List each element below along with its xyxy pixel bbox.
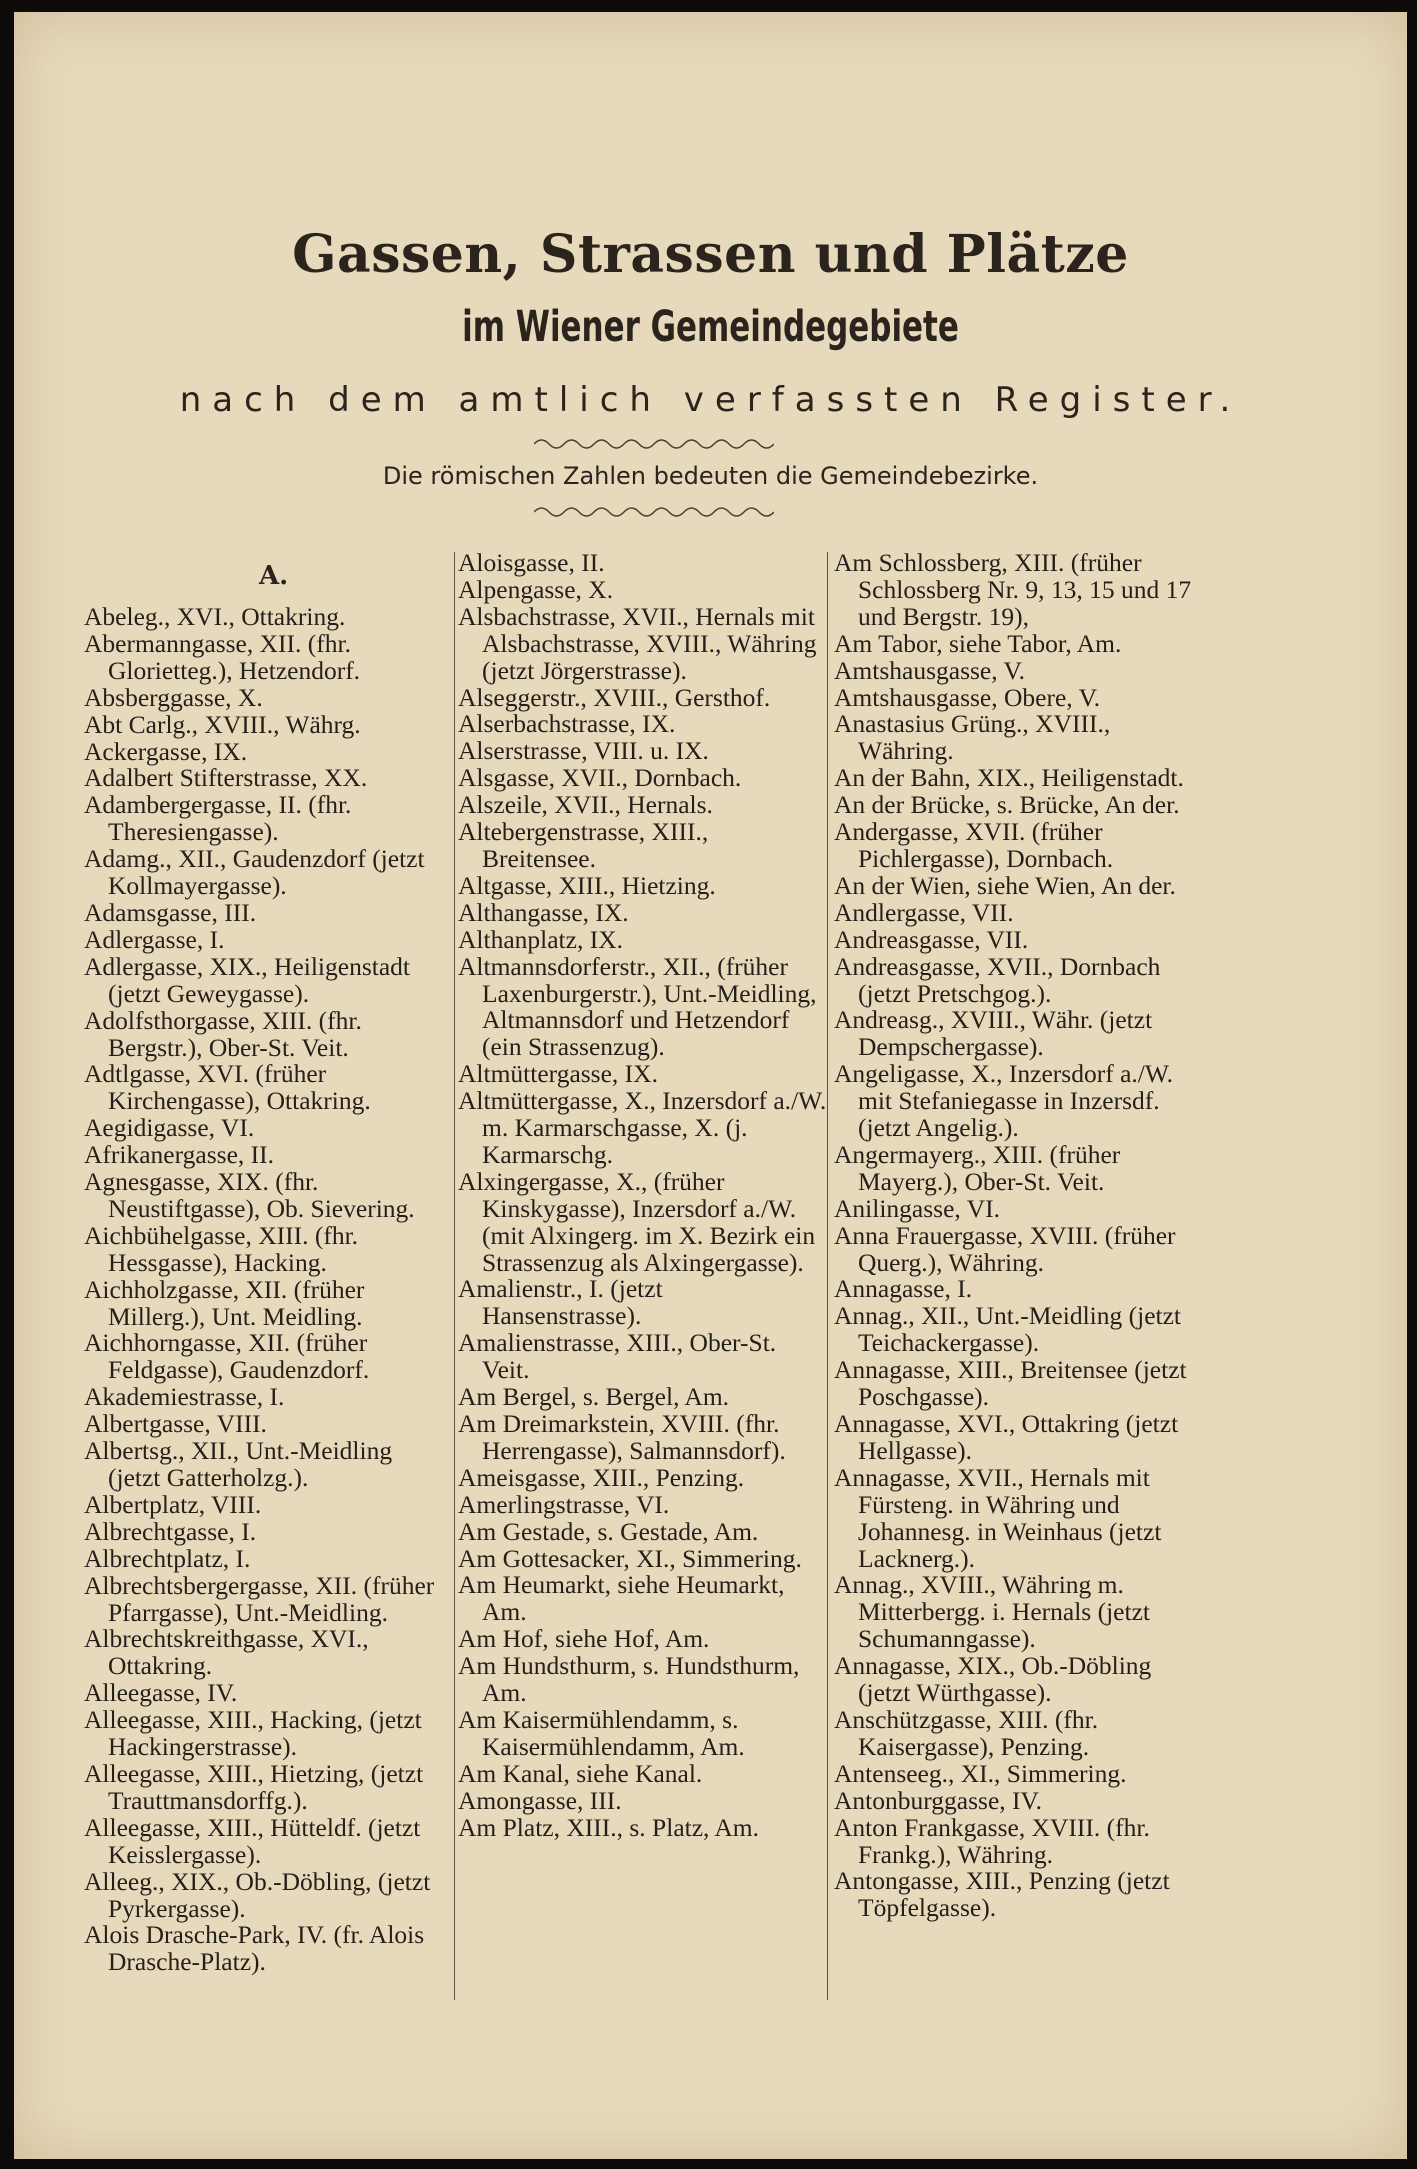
street-entry: Amalienstr., I. (jetzt Hansenstrasse). xyxy=(458,1274,663,1331)
street-entry: Adolfsthorgasse, XIII. (fhr. Bergstr.), Ober-St. Veit. xyxy=(84,1005,362,1062)
street-entry: Antongasse, XIII., Penzing (jetzt Töpfelgasse). xyxy=(834,1866,1170,1923)
street-entry: Alsgasse, XVII., Dornbach. xyxy=(458,763,742,793)
street-entry: Am Kanal, siehe Kanal. xyxy=(458,1758,703,1788)
street-column-3 xyxy=(834,550,1206,1922)
street-entry: Amongasse, III. xyxy=(458,1785,622,1815)
street-entry: Aichholzgasse, XII. (früher Millerg.), Unt. Meidling. xyxy=(84,1274,365,1331)
street-entry: Alleegasse, XIII., Hietzing, (jetzt Trauttmansdorffg.). xyxy=(84,1758,424,1815)
street-entry: Albertplatz, VIII. xyxy=(84,1489,262,1519)
legend-note: Die römischen Zahlen bedeuten die Gemeindebezirke. xyxy=(382,462,1039,490)
street-entry: Altmüttergasse, X., Inzersdorf a./W. m. Karmarschgasse, X. (j. Karmarschg. xyxy=(458,1086,827,1169)
street-entry: Andreasgasse, VII. xyxy=(834,924,1029,954)
street-entry: Afrikanergasse, II. xyxy=(84,1140,274,1170)
street-entry: Am Dreimarkstein, XVIII. (fhr. Herrengasse), Salmannsdorf). xyxy=(458,1409,786,1465)
street-entry: Abeleg., XVI., Ottakring. xyxy=(84,602,346,631)
street-entry: Alszeile, XVII., Hernals. xyxy=(458,790,713,820)
street-entry: Am Gestade, s. Gestade, Am. xyxy=(458,1516,759,1546)
street-entry: An der Wien, siehe Wien, An der. xyxy=(834,870,1176,900)
street-entry: Absberggasse, X. xyxy=(84,682,263,712)
street-entry: An der Bahn, XIX., Heiligenstadt. xyxy=(834,763,1184,793)
street-entry: Alserstrasse, VIII. u. IX. xyxy=(458,736,709,766)
street-entry: Anschützgasse, XIII. (fhr. Kaisergasse), Penzing. xyxy=(834,1704,1099,1761)
street-entry: Antenseeg., XI., Simmering. xyxy=(834,1758,1127,1788)
street-entry: Aloisgasse, II. xyxy=(458,548,605,577)
street-column-2 xyxy=(458,550,828,1842)
street-entry: Altebergenstrasse, XIII., Breitensee. xyxy=(458,817,709,873)
street-entry: Altmüttergasse, IX. xyxy=(458,1059,658,1089)
street-entry: Altmannsdorferstr., XII., (früher Laxenburgerstr.), Unt.-Meidling, Altmannsdorf und Hetzendorf (ein Strassenzug). xyxy=(458,951,817,1062)
street-entry: Altgasse, XIII., Hietzing. xyxy=(458,870,716,900)
street-entry: Alleegasse, XIII., Hacking, (jetzt Hackingerstrasse). xyxy=(84,1705,422,1762)
street-entry: Albrechtsbergergasse, XII. (früher Pfarrgasse), Unt.-Meidling. xyxy=(84,1570,435,1627)
street-entry: Ameisgasse, XIII., Penzing. xyxy=(458,1462,745,1492)
street-entry: Am Hundsthurm, s. Hundsthurm, Am. xyxy=(458,1651,800,1708)
street-entry: Althanplatz, IX. xyxy=(458,924,623,954)
street-entry: Amtshausgasse, V. xyxy=(834,655,1026,685)
street-entry: Am Tabor, siehe Tabor, Am. xyxy=(834,628,1122,658)
street-entry: Annag., XVIII., Währing m. Mitterbergg. i. Hernals (jetzt Schumanngasse). xyxy=(834,1570,1150,1654)
street-entry: Alxingergasse, X., (früher Kinskygasse), Inzersdorf a./W. (mit Alxingerg. im X. Bezirk ein Strassenzug als Alxingergasse). xyxy=(458,1166,816,1277)
street-entry: Adamsgasse, III. xyxy=(84,897,257,927)
street-entry: Akademiestrasse, I. xyxy=(84,1382,285,1412)
street-entry: Albrechtgasse, I. xyxy=(84,1516,257,1546)
street-column-1 xyxy=(84,604,450,1976)
street-entry: Alleeg., XIX., Ob.-Döbling, (jetzt Pyrkergasse). xyxy=(84,1866,431,1923)
street-entry: Andlergasse, VII. xyxy=(834,897,1014,927)
column-divider xyxy=(454,552,455,2000)
street-entry: Am Schlossberg, XIII. (früher Schlossberg Nr. 9, 13, 15 und 17 und Bergstr. 19), xyxy=(834,548,1192,631)
page-subtitle: im Wiener Gemeindegebiete xyxy=(462,302,959,352)
street-entry: An der Brücke, s. Brücke, An der. xyxy=(834,790,1180,820)
street-entry: Annagasse, XIX., Ob.-Döbling (jetzt Würthgasse). xyxy=(834,1651,1152,1708)
street-entry: Agnesgasse, XIX. (fhr. Neustiftgasse), Ob. Sievering. xyxy=(84,1167,415,1223)
street-entry: Alleegasse, XIII., Hütteldf. (jetzt Keisslergasse). xyxy=(84,1812,421,1869)
page-title: Gassen, Strassen und Plätze xyxy=(292,224,1129,285)
street-entry: Andreasg., XVIII., Währ. (jetzt Dempschergasse). xyxy=(834,1005,1153,1062)
street-entry: Alseggerstr., XVIII., Gersthof. xyxy=(458,682,771,712)
street-entry: Alpengasse, X. xyxy=(458,574,614,604)
street-entry: Alleegasse, IV. xyxy=(84,1678,238,1708)
street-entry: Alsbachstrasse, XVII., Hernals mit Alsbachstrasse, XVIII., Währing (jetzt Jörgerstrasse). xyxy=(458,601,817,685)
street-entry: Anilingasse, VI. xyxy=(834,1193,1000,1223)
street-entry: Ackergasse, IX. xyxy=(84,736,248,766)
street-entry: Adambergergasse, II. (fhr. Theresiengasse). xyxy=(84,790,352,847)
street-entry: Annagasse, XVII., Hernals mit Fürsteng. in Währing und Johannesg. in Weinhaus (jetzt Lacknerg.). xyxy=(834,1462,1162,1573)
street-entry: Angermayerg., XIII. (früher Mayerg.), Ober-St. Veit. xyxy=(834,1139,1121,1196)
street-entry: Am Gottesacker, XI., Simmering. xyxy=(458,1543,802,1573)
street-entry: Adlergasse, I. xyxy=(84,924,225,954)
street-entry: Albrechtskreithgasse, XVI., Ottakring. xyxy=(84,1624,369,1681)
street-entry: Albertgasse, VIII. xyxy=(84,1409,267,1439)
street-entry: Aichhorngasse, XII. (früher Feldgasse), Gaudenzdorf. xyxy=(84,1328,370,1385)
street-entry: Abermanngasse, XII. (fhr. Glorietteg.), Hetzendorf. xyxy=(84,628,361,685)
street-entry: Aegidigasse, VI. xyxy=(84,1113,255,1143)
street-entry: Am Heumarkt, siehe Heumarkt, Am. xyxy=(458,1570,785,1627)
street-entry: Am Platz, XIII., s. Platz, Am. xyxy=(458,1812,760,1842)
street-entry: Annagasse, XIII., Breitensee (jetzt Poschgasse). xyxy=(834,1355,1187,1412)
street-entry: Anna Frauergasse, XVIII. (früher Querg.), Währing. xyxy=(834,1220,1176,1277)
wave-ornament xyxy=(534,436,774,452)
street-entry: Andreasgasse, XVII., Dornbach (jetzt Pretschgog.). xyxy=(834,951,1161,1008)
street-entry: Albrechtplatz, I. xyxy=(84,1543,251,1573)
street-entry: Adamg., XII., Gaudenzdorf (jetzt Kollmayergasse). xyxy=(84,844,425,901)
street-entry: Antonburggasse, IV. xyxy=(834,1785,1043,1815)
street-entry: Am Bergel, s. Bergel, Am. xyxy=(458,1382,730,1412)
section-letter: A. xyxy=(259,561,289,591)
street-entry: Althangasse, IX. xyxy=(458,897,629,927)
street-entry: Amalienstrasse, XIII., Ober-St. Veit. xyxy=(458,1328,777,1385)
street-entry: Amtshausgasse, Obere, V. xyxy=(834,682,1101,712)
street-entry: Adalbert Stifterstrasse, XX. xyxy=(84,763,368,793)
street-entry: Aichbühelgasse, XIII. (fhr. Hessgasse), Hacking. xyxy=(84,1220,359,1277)
register-line: nach dem amtlich verfassten Register. xyxy=(179,380,1242,420)
book-page xyxy=(14,12,1407,2159)
street-entry: Annagasse, I. xyxy=(834,1274,973,1304)
street-entry: Amerlingstrasse, VI. xyxy=(458,1489,670,1519)
street-entry: Alois Drasche-Park, IV. (fr. Alois Drasche-Platz). xyxy=(84,1920,425,1977)
street-entry: Anton Frankgasse, XVIII. (fhr. Frankg.), Währing. xyxy=(834,1812,1150,1869)
street-entry: Am Hof, siehe Hof, Am. xyxy=(458,1624,710,1654)
street-entry: Angeligasse, X., Inzersdorf a./W. mit Stefaniegasse in Inzersdf. (jetzt Angelig.). xyxy=(834,1059,1173,1143)
street-entry: Anastasius Grüng., XVIII., Währing. xyxy=(834,709,1111,766)
street-entry: Andergasse, XVII. (früher Pichlergasse), Dornbach. xyxy=(834,817,1114,873)
wave-ornament xyxy=(534,504,774,520)
street-entry: Adtlgasse, XVI. (früher Kirchengasse), Ottakring. xyxy=(84,1059,371,1116)
street-entry: Am Kaisermühlendamm, s. Kaisermühlendamm, Am. xyxy=(458,1704,745,1761)
street-entry: Alserbachstrasse, IX. xyxy=(458,709,676,739)
street-entry: Annag., XII., Unt.-Meidling (jetzt Teichackergasse). xyxy=(834,1301,1182,1358)
street-entry: Abt Carlg., XVIII., Währg. xyxy=(84,709,361,739)
street-entry: Annagasse, XVI., Ottakring (jetzt Hellgasse). xyxy=(834,1409,1179,1465)
street-entry: Albertsg., XII., Unt.-Meidling (jetzt Gatterholzg.). xyxy=(84,1436,393,1492)
street-entry: Adlergasse, XIX., Heiligenstadt (jetzt Geweygasse). xyxy=(84,951,410,1008)
